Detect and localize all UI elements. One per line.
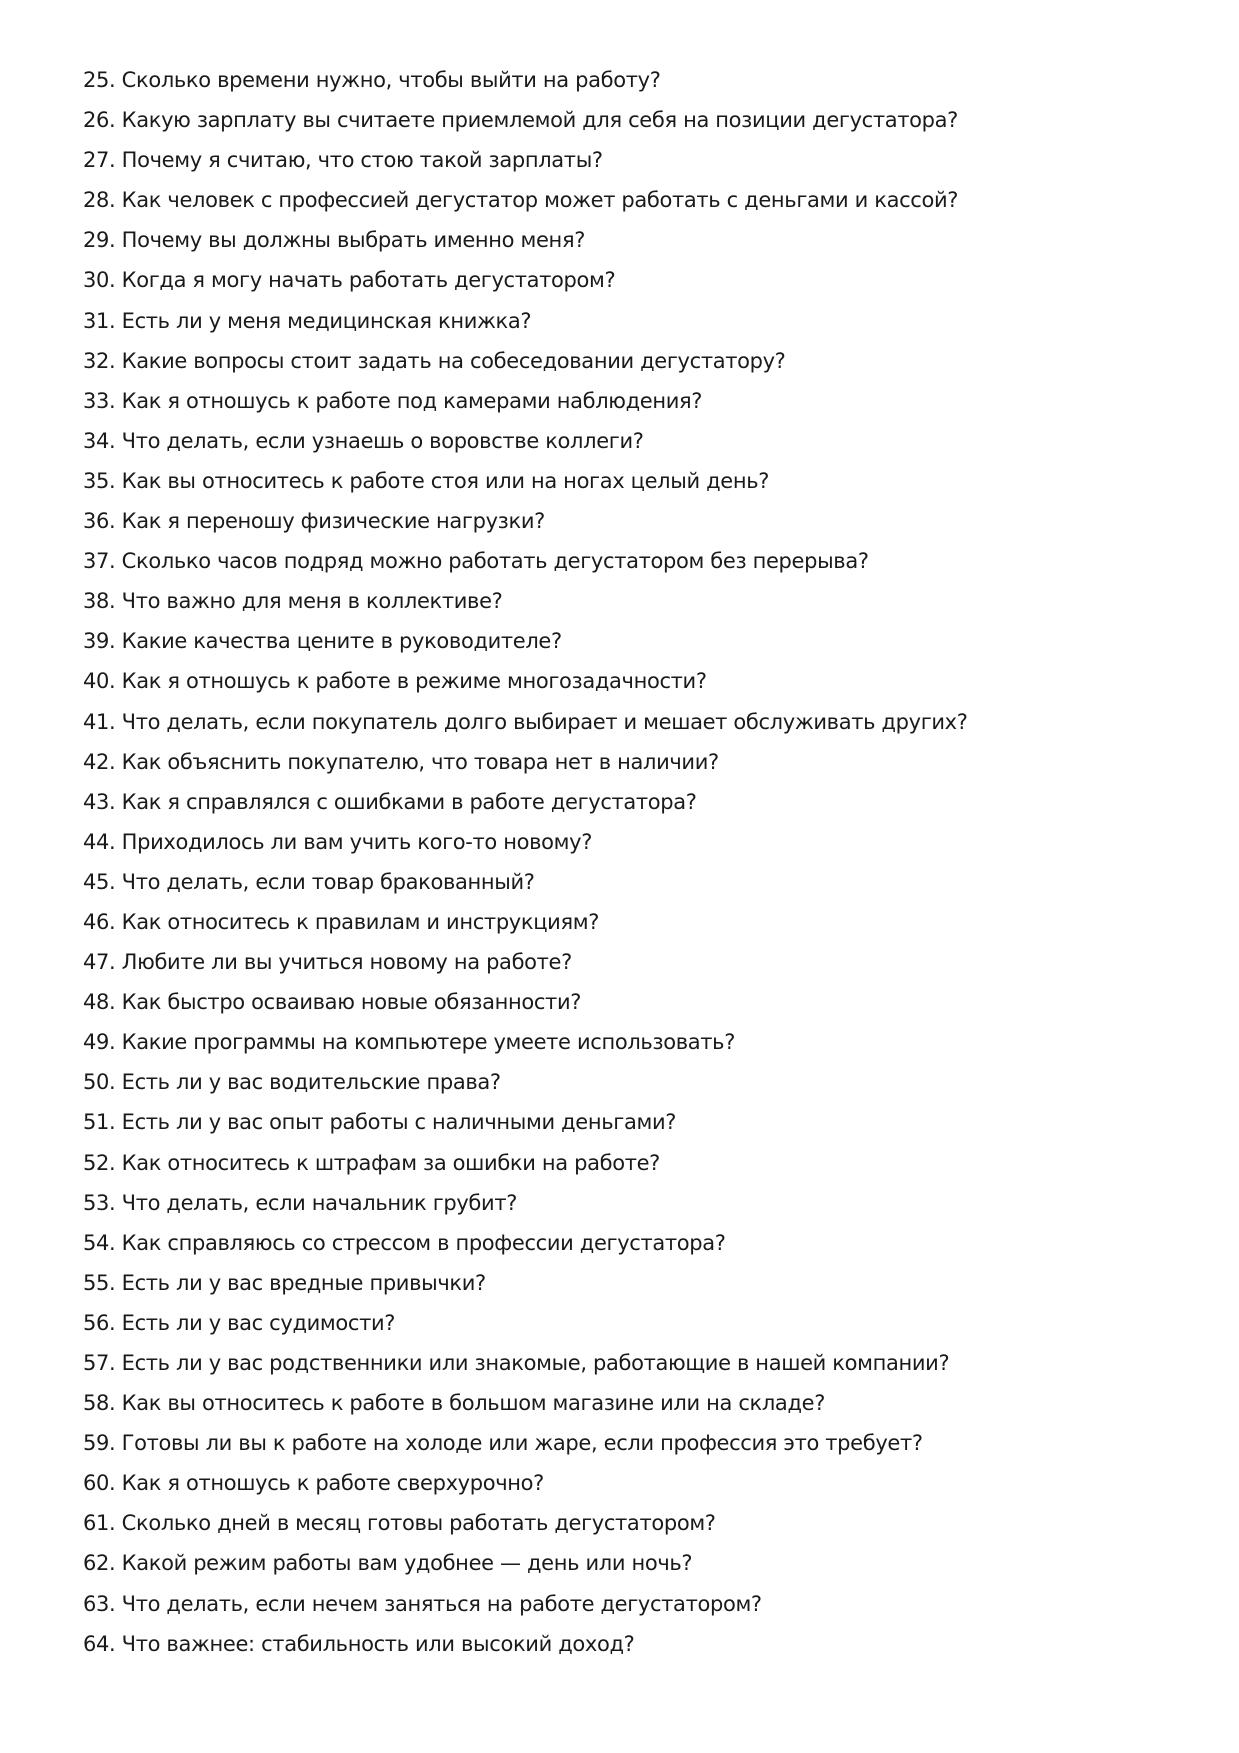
question-item: 27. Почему я считаю, что стою такой зарплаты? xyxy=(83,148,603,173)
question-item: 62. Какой режим работы вам удобнее — день или ночь? xyxy=(83,1551,693,1576)
question-item: 49. Какие программы на компьютере умеете использовать? xyxy=(83,1030,735,1055)
question-item: 44. Приходилось ли вам учить кого-то новому? xyxy=(83,829,592,854)
question-item: 34. Что делать, если узнаешь о воровстве коллеги? xyxy=(83,428,644,453)
question-item: 63. Что делать, если нечем заняться на работе дегустатором? xyxy=(83,1591,762,1616)
question-item: 53. Что делать, если начальник грубит? xyxy=(83,1190,518,1215)
question-item: 43. Как я справлялся с ошибками в работе дегустатора? xyxy=(83,789,697,814)
question-item: 52. Как относитесь к штрафам за ошибки на работе? xyxy=(83,1150,660,1175)
question-item: 37. Сколько часов подряд можно работать дегустатором без перерыва? xyxy=(83,549,869,574)
question-item: 35. Как вы относитесь к работе стоя или на ногах целый день? xyxy=(83,468,770,493)
question-item: 55. Есть ли у вас вредные привычки? xyxy=(83,1270,486,1295)
question-item: 45. Что делать, если товар бракованный? xyxy=(83,869,535,894)
question-item: 28. Как человек с профессией дегустатор может работать с деньгами и кассой? xyxy=(83,188,959,213)
question-item: 59. Готовы ли вы к работе на холоде или жаре, если профессия это требует? xyxy=(83,1431,923,1456)
question-item: 39. Какие качества цените в руководителе? xyxy=(83,629,562,654)
question-item: 30. Когда я могу начать работать дегустатором? xyxy=(83,268,616,293)
question-item: 54. Как справляюсь со стрессом в профессии дегустатора? xyxy=(83,1230,726,1255)
question-item: 46. Как относитесь к правилам и инструкциям? xyxy=(83,909,600,934)
question-item: 36. Как я переношу физические нагрузки? xyxy=(83,509,545,534)
question-item: 58. Как вы относитесь к работе в большом магазине или на складе? xyxy=(83,1391,825,1416)
question-item: 41. Что делать, если покупатель долго выбирает и мешает обслуживать других? xyxy=(83,709,968,734)
question-item: 31. Есть ли у меня медицинская книжка? xyxy=(83,308,532,333)
question-item: 61. Сколько дней в месяц готовы работать дегустатором? xyxy=(83,1511,716,1536)
question-item: 26. Какую зарплату вы считаете приемлемой для себя на позиции дегустатора? xyxy=(83,108,958,133)
question-item: 48. Как быстро осваиваю новые обязанности? xyxy=(83,990,582,1015)
question-item: 64. Что важнее: стабильность или высокий доход? xyxy=(83,1631,635,1656)
question-item: 50. Есть ли у вас водительские права? xyxy=(83,1070,501,1095)
question-item: 57. Есть ли у вас родственники или знакомые, работающие в нашей компании? xyxy=(83,1351,950,1375)
question-item: 42. Как объяснить покупателю, что товара нет в наличии? xyxy=(83,749,719,774)
question-item: 32. Какие вопросы стоит задать на собеседовании дегустатору? xyxy=(83,348,786,373)
question-item: 51. Есть ли у вас опыт работы с наличными деньгами? xyxy=(83,1110,677,1135)
question-item: 29. Почему вы должны выбрать именно меня? xyxy=(83,228,586,253)
question-item: 47. Любите ли вы учиться новому на работе? xyxy=(83,950,572,975)
question-item: 40. Как я отношусь к работе в режиме многозадачности? xyxy=(83,669,707,694)
question-item: 60. Как я отношусь к работе сверхурочно? xyxy=(83,1471,544,1496)
question-item: 38. Что важно для меня в коллективе? xyxy=(83,589,503,614)
question-item: 33. Как я отношусь к работе под камерами наблюдения? xyxy=(83,388,703,413)
question-item: 25. Сколько времени нужно, чтобы выйти на работу? xyxy=(83,68,661,92)
question-item: 56. Есть ли у вас судимости? xyxy=(83,1310,396,1335)
question-list xyxy=(83,60,968,1664)
